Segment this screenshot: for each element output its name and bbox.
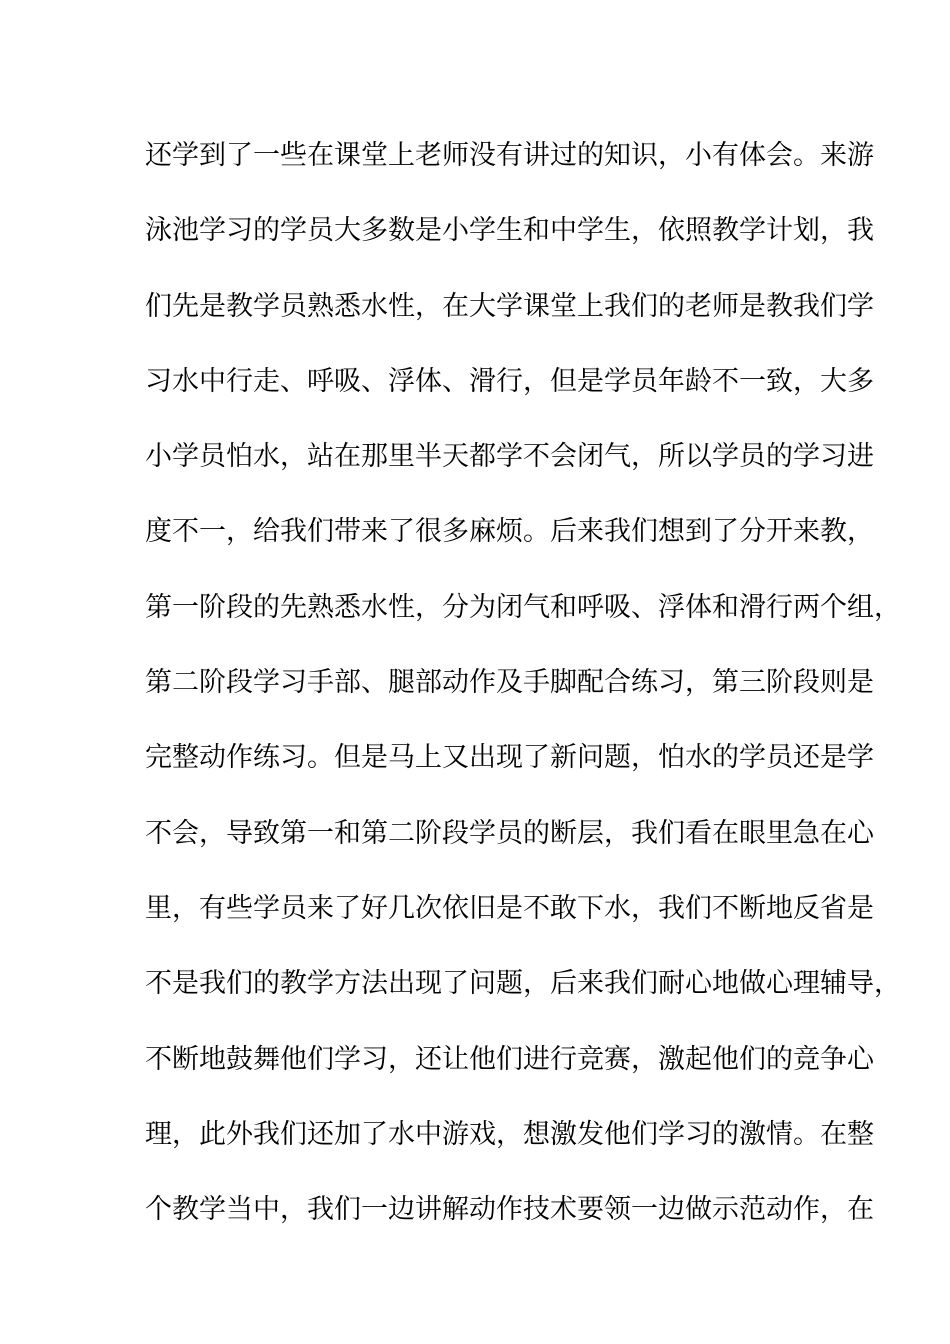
body-text bbox=[145, 128, 901, 1257]
text-line: 第一阶段的先熟悉水性，分为闭气和呼吸、浮体和滑行两个组， bbox=[145, 591, 901, 623]
text-line: 不断地鼓舞他们学习，还让他们进行竞赛，激起他们的竞争心 bbox=[145, 1043, 874, 1075]
text-line: 不是我们的教学方法出现了问题，后来我们耐心地做心理辅导， bbox=[145, 968, 901, 1000]
text-line: 第二阶段学习手部、腿部动作及手脚配合练习，第三阶段则是 bbox=[145, 667, 874, 699]
text-line: 不会，导致第一和第二阶段学员的断层，我们看在眼里急在心 bbox=[145, 817, 874, 849]
text-line: 习水中行走、呼吸、浮体、滑行，但是学员年龄不一致，大多 bbox=[145, 365, 874, 397]
text-line: 完整动作练习。但是马上又出现了新问题，怕水的学员还是学 bbox=[145, 742, 874, 774]
text-line: 里，有些学员来了好几次依旧是不敢下水，我们不断地反省是 bbox=[145, 892, 874, 924]
text-line: 泳池学习的学员大多数是小学生和中学生，依照教学计划，我 bbox=[145, 215, 874, 247]
text-line: 理，此外我们还加了水中游戏，想激发他们学习的激情。在整 bbox=[145, 1118, 874, 1150]
text-line: 们先是教学员熟悉水性，在大学课堂上我们的老师是教我们学 bbox=[145, 290, 874, 322]
text-line: 个教学当中，我们一边讲解动作技术要领一边做示范动作，在 bbox=[145, 1194, 874, 1226]
text-line: 还学到了一些在课堂上老师没有讲过的知识，小有体会。来游 bbox=[145, 140, 874, 171]
text-line: 度不一，给我们带来了很多麻烦。后来我们想到了分开来教， bbox=[145, 516, 874, 548]
text-line: 小学员怕水，站在那里半天都学不会闭气，所以学员的学习进 bbox=[145, 441, 874, 473]
